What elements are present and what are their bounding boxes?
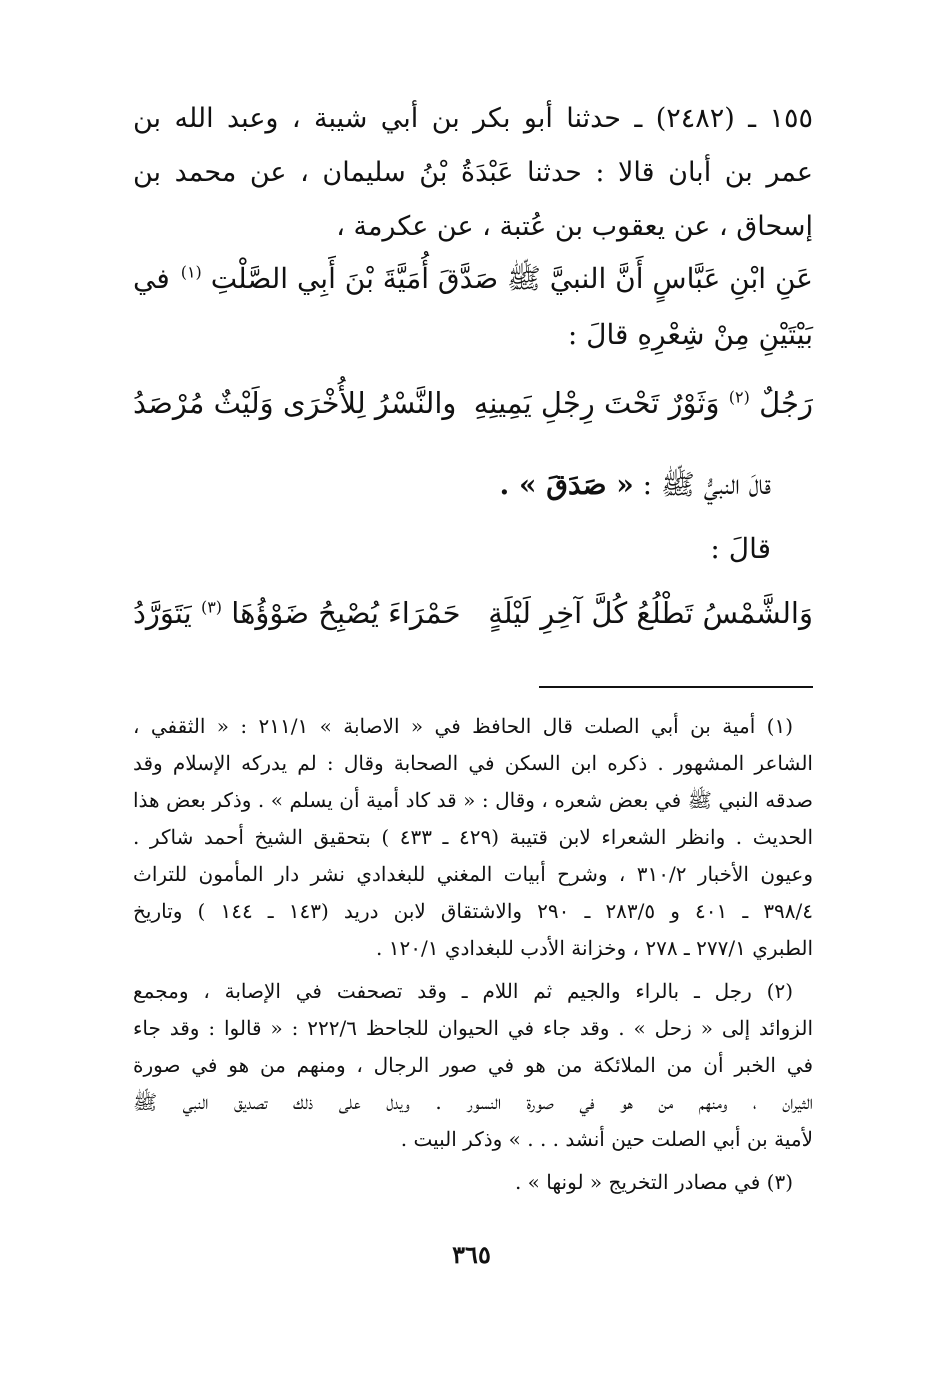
- reply-word: « صَدَقَ » .: [499, 468, 634, 501]
- page-number: ٣٦٥: [452, 1240, 491, 1269]
- footnote-2-line: الزوائد إلى « زحل » . وقد جاء في الحيوان للجاحظ ٢٢٢/٦ : « قالوا : وقد جاء: [133, 1016, 813, 1040]
- matn-line-1-end: في: [133, 262, 170, 295]
- verse-2-first-hemistich: وَالشَّمْسُ تَطْلُعُ كُلَّ آخِرِ لَيْلَةٍ: [488, 596, 813, 630]
- qala-line: قالَ :: [710, 532, 771, 565]
- matn-line-2: بَيْتَيْنِ مِنْ شِعْرِهِ قالَ :: [567, 318, 813, 351]
- verse-1-rest: وَثَوْرٌ تَحْتَ رِجْلِ يَمِينِهِ: [473, 386, 720, 420]
- verse-2-words: حَمْرَاءَ يُصْبِحُ ضَوْؤُهَا: [231, 596, 461, 630]
- footnote-1-line: الطبري ٢٧٧/١ ـ ٢٧٨ ، وخزانة الأدب للبغدادي ١٢٠/١ .: [376, 936, 813, 960]
- footnote-2-line: في الخبر أن من الملائكة من هو في صور الرجال ، ومنهم من هو في صورة: [133, 1053, 813, 1077]
- verse-1-word: رَجُلٌ: [759, 386, 813, 420]
- footnote-3-line: (٣) في مصادر التخريج « لونها » .: [514, 1170, 793, 1194]
- reply-intro: قالَ النبيُّ ﷺ :: [642, 468, 771, 501]
- prophet-reply: [500, 468, 771, 508]
- isnad-line-1: ١٥٥ ـ (٢٤٨٢) ـ حدثنا أبو بكر بن أبي شيبة ، وعبد الله بن: [133, 103, 814, 134]
- footnote-1-line: وعيون الأخبار ٣١٠/٢ ، وشرح أبيات المغني للبغدادي نشر دار المأمون للتراث: [133, 862, 814, 886]
- isnad-line-3: إسحاق ، عن يعقوب بن عُتبة ، عن عكرمة ،: [336, 211, 813, 242]
- verse-1-second-hemistich: والنَّسْرُ لِلأُخْرَى وَلَيْثٌ مُرْصَدُ: [133, 386, 457, 420]
- footnotes: [133, 708, 813, 1207]
- footnote-1: [133, 708, 813, 967]
- footnote-1-line: الحديث . وانظر الشعراء لابن قتيبة (٤٢٩ ـ ٤٣٣ ) بتحقيق الشيخ أحمد شاكر .: [133, 825, 813, 849]
- footnote-ref-1: (١): [180, 262, 202, 282]
- verse-2: [133, 596, 813, 630]
- footnote-1-line: ٣٩٨/٤ ـ ٤٠١ و ٢٨٣/٥ ـ ٢٩٠ والاشتقاق لابن دريد (١٤٣ ـ ١٤٤ ) وتاريخ: [133, 899, 814, 923]
- footnote-ref-2: (٢): [728, 387, 750, 407]
- verse-1-first-hemistich: [474, 386, 813, 420]
- verse-2-second-hemistich: [133, 596, 461, 630]
- footnote-1-line: الشاعر المشهور . ذكره ابن السكن في الصحابة وقال : لم يدركه الإسلام وقد: [133, 751, 813, 775]
- footnote-2: [133, 973, 813, 1158]
- verse-1: [133, 386, 813, 420]
- footnote-1-line: (١) أمية بن أبي الصلت قال الحافظ في « الاصابة » ٢١١/١ : « الثقفي ،: [133, 714, 794, 738]
- footnote-separator: [539, 686, 813, 688]
- footnote-2-line: الثيران ، ومنهم من هو في صورة النسور . ويدل على ذلك تصديق النبي ﷺ: [133, 1090, 813, 1114]
- footnote-3: [133, 1164, 813, 1201]
- verse-2-end: يَتَوَرَّدُ: [133, 596, 192, 630]
- matn-line-1: [133, 262, 813, 302]
- hadith-isnad: [133, 92, 813, 254]
- footnote-2-line: لأمية بن أبي الصلت حين أنشد . . . » وذكر البيت .: [400, 1127, 813, 1151]
- isnad-line-2: عمر بن أبان قالا : حدثنا عَبْدَةُ بْنُ سليمان ، عن محمد بن: [133, 157, 813, 188]
- matn-text: عَنِ ابْنِ عَبَّاسٍ أَنَّ النبيَّ ﷺ صَدَّقَ أُمَيَّةَ بْنَ أَبِي الصَّلْتِ: [210, 262, 813, 295]
- footnote-1-line: صدقه النبي ﷺ في بعض شعره ، وقال : « قد كاد أمية أن يسلم » . وذكر بعض هذا: [133, 788, 813, 812]
- matn-line-1-text: [181, 262, 813, 302]
- footnote-2-line: (٢) رجل ـ بالراء والجيم ثم اللام ـ وقد تصحفت في الإصابة ، ومجمع: [133, 979, 793, 1003]
- footnote-ref-3: (٣): [200, 597, 223, 617]
